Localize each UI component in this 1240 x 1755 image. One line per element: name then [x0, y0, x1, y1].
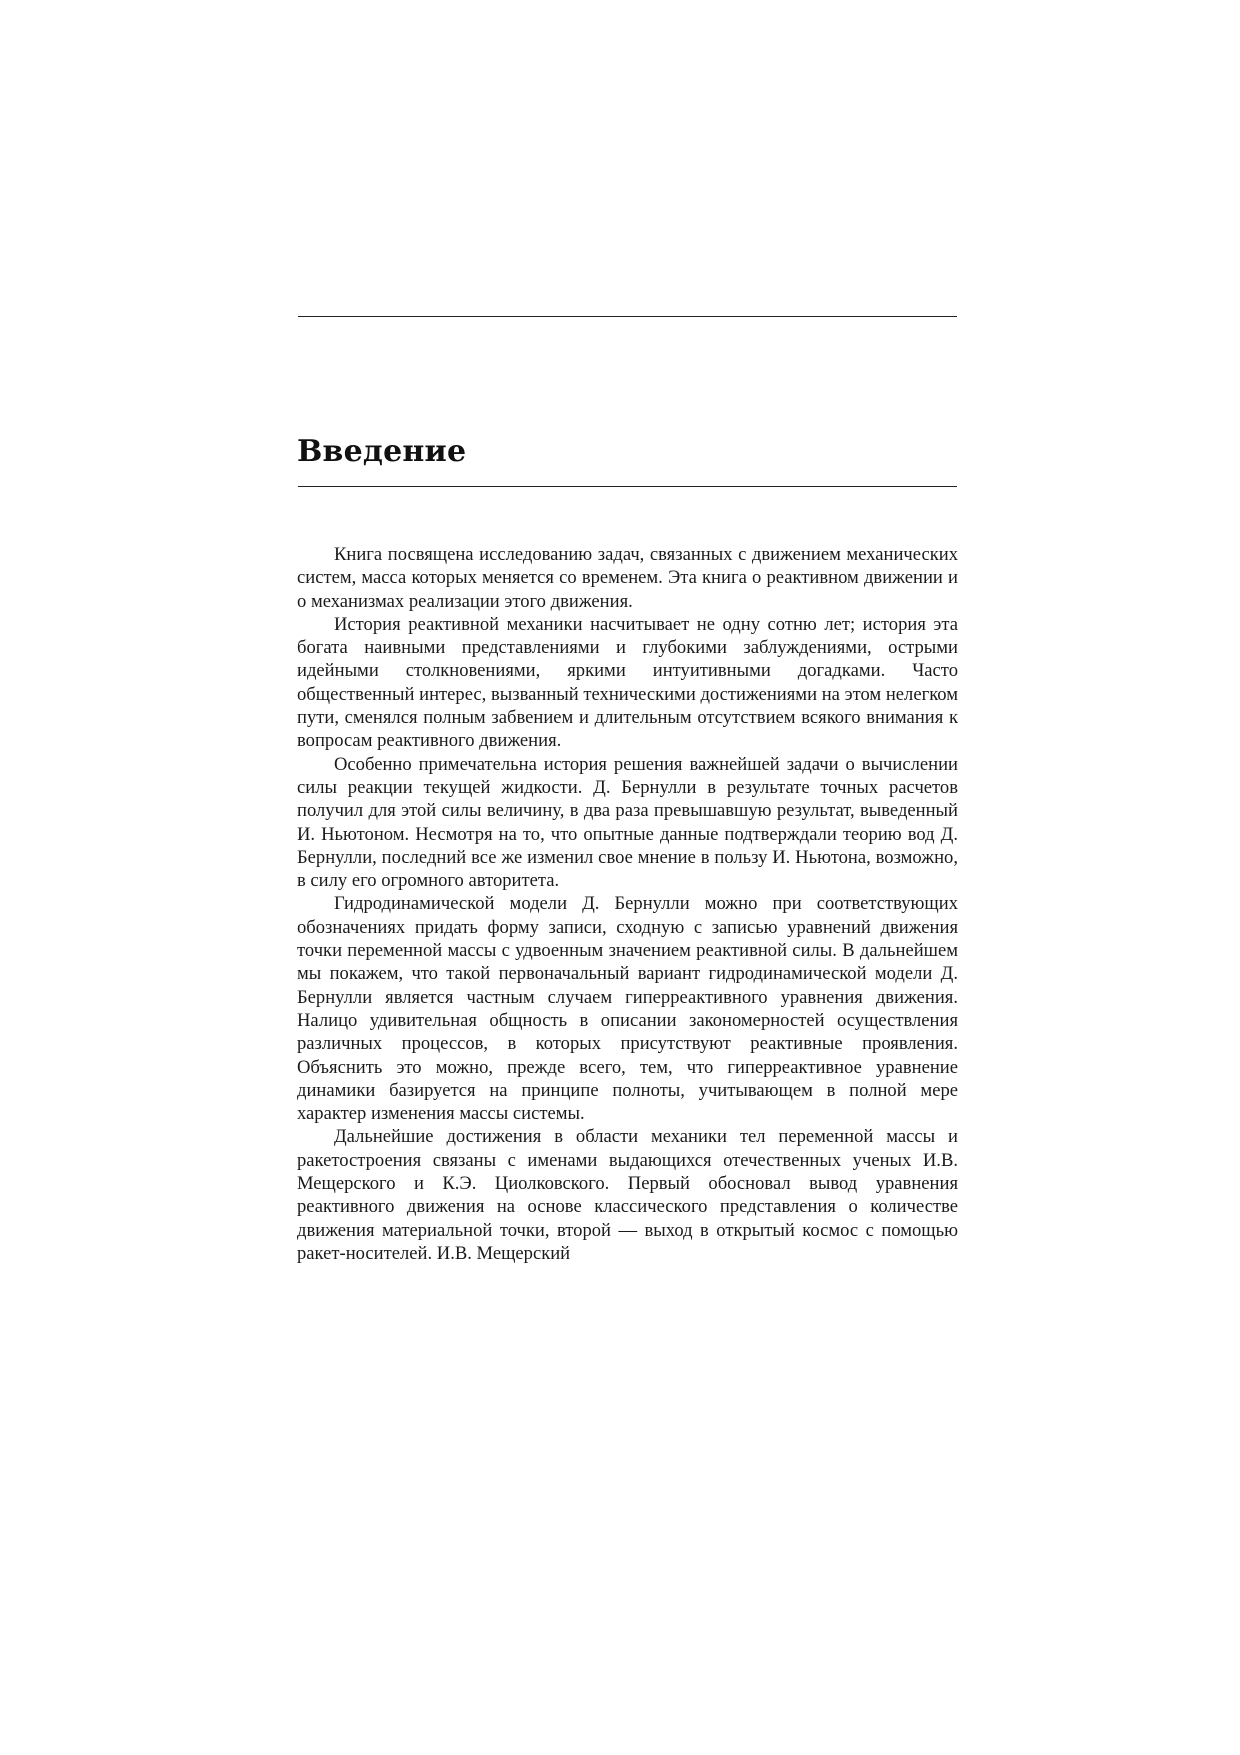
chapter-title: Введение — [297, 434, 467, 469]
paragraph-3: Особенно примечательна история решения важнейшей задачи о вычислении силы реакции текущей жидкости. Д. Бернулли в результате точных расчетов получил для этой силы величину, в два раза превышавшую результат, выведенный И. Ньютоном. Несмотря на то, что опытные данные подтверждали теорию вод Д. Бернулли, последний все же изменил свое мнение в пользу И. Ньютона, возможно, в силу его огромного авторитета. — [297, 753, 958, 892]
top-rule — [298, 316, 957, 317]
body-text — [297, 543, 958, 1265]
paragraph-1: Книга посвящена исследованию задач, связанных с движением механических систем, масса которых меняется со временем. Эта книга о реактивном движении и о механизмах реализации этого движения. — [297, 544, 958, 612]
paragraph-4: Гидродинамической модели Д. Бернулли можно при соответствующих обозначениях придать форму записи, сходную с записью уравнений движения точки переменной массы с удвоенным значением реактивной силы. В дальнейшем мы покажем, что такой первоначальный вариант гидродинамической модели Д. Бернулли является частным случаем гиперреактивного уравнения движения. Налицо удивительная общность в описании закономерностей осуществления различных процессов, в которых присутствуют реактивные проявления. Объяснить это можно, прежде всего, тем, что гиперреактивное уравнение динамики базируется на принципе полноты, учитывающем в полной мере характер изменения массы системы. — [297, 893, 958, 1125]
paragraph-5: Дальнейшие достижения в области механики тел переменной массы и ракетостроения связаны с именами выдающихся отечественных ученых И.В. Мещерского и К.Э. Циолковского. Первый обосновал вывод уравнения реактивного движения на основе классического представления о количестве движения материальной точки, второй — выход в открытый космос с помощью ракет-носителей. И.В. Мещерский — [297, 1126, 958, 1264]
title-rule — [298, 486, 957, 487]
paragraph-2: История реактивной механики насчитывает не одну сотню лет; история эта богата наивными представлениями и глубокими заблуждениями, острыми идейными столкновениями, яркими интуитивными догадками. Часто общественный интерес, вызванный техническими достижениями на этом нелегком пути, сменялся полным забвением и длительным отсутствием всякого внимания к вопросам реактивного движения. — [297, 613, 958, 752]
